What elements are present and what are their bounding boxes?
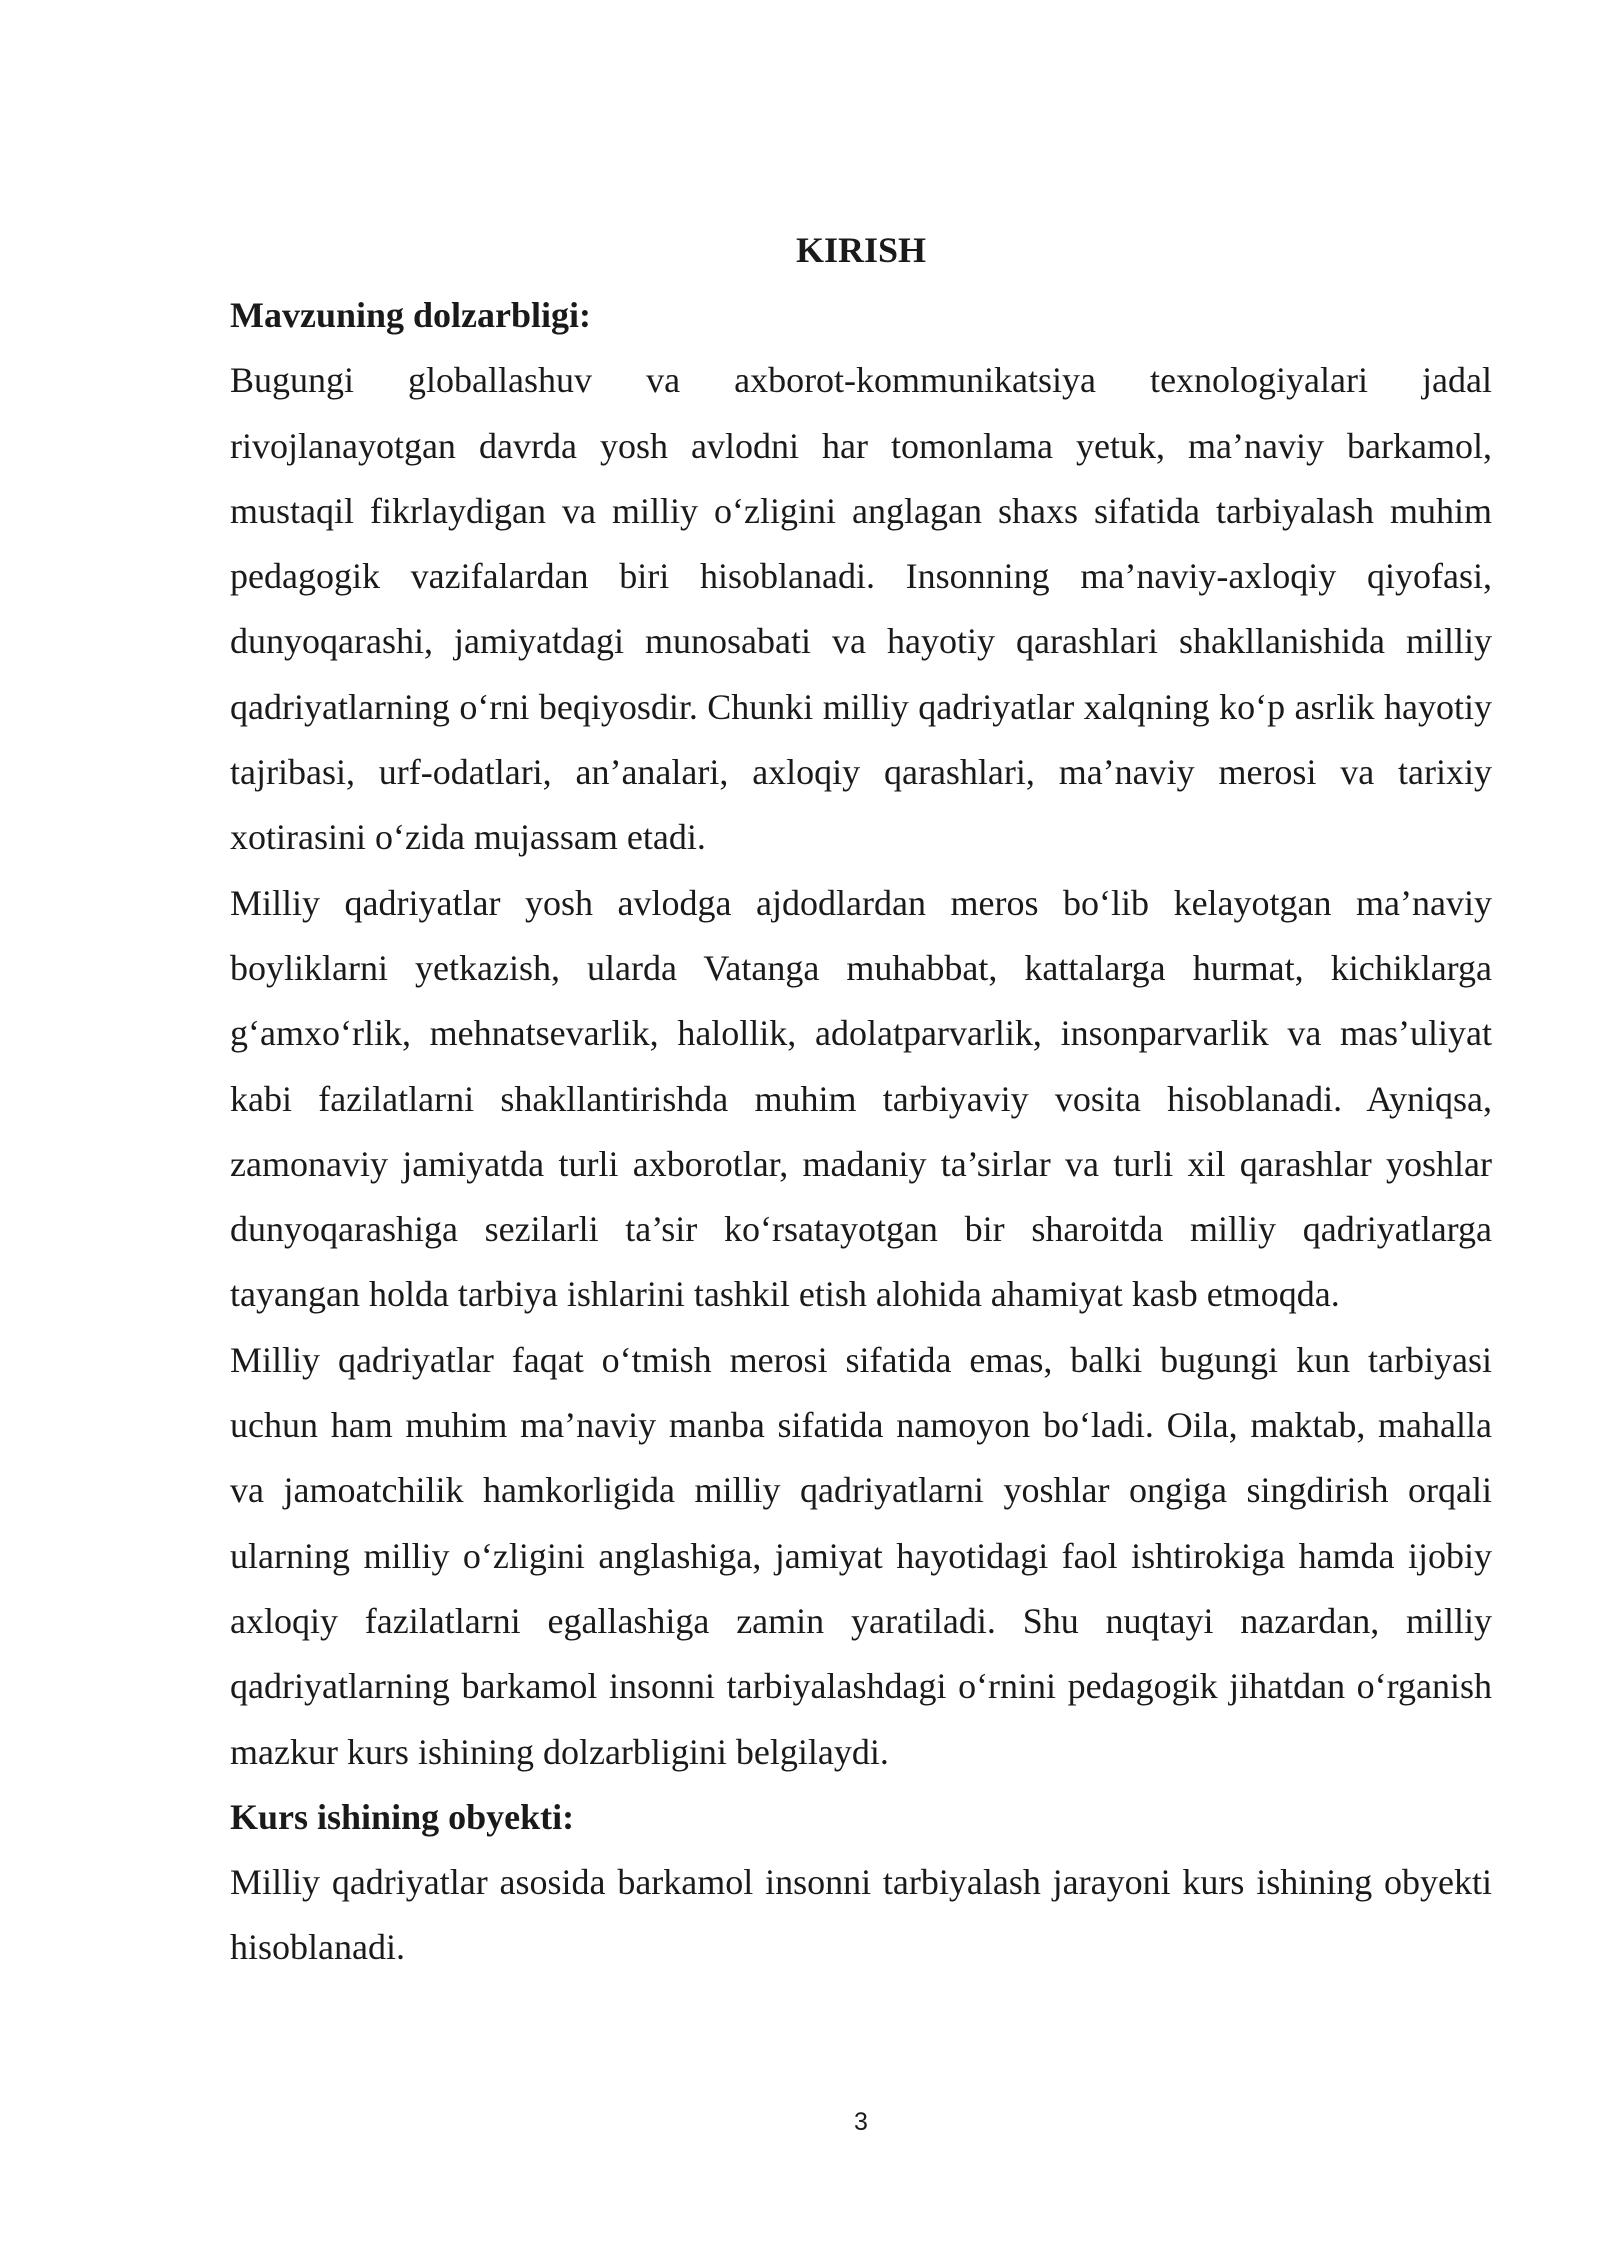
page-title: KIRISH [795,230,927,270]
relevance-paragraph-3: Milliy qadriyatlar faqat o‘tmish merosi sifatida emas, balki bugungi kun tarbiyasi uchun ham muhim ma’naviy manba sifatida namoyon bo‘ladi. Oila, maktab, mahalla va jamoatchilik hamkorligida milliy qadriyatlarni yoshlar ongiga singdirish orqali ularning milliy o‘zligini anglashiga, jamiyat hayotidagi faol ishtirokiga hamda ijobiy axloqiy fazilatlarni egallashiga zamin yaratiladi. Shu nuqtayi nazardan, milliy qadriyatlarning barkamol insonni tarbiyalashdagi o‘rnini pedagogik jihatdan o‘rganish mazkur kurs ishining dolzarbligini belgilaydi. [230,1339,1492,1772]
relevance-paragraph-1: Bugungi globallashuv va axborot-kommunikatsiya texnologiyalari jadal rivojlanayotgan davrda yosh avlodni har tomonlama yetuk, ma’naviy barkamol, mustaqil fikrlaydigan va milliy o‘zligini anglagan shaxs sifatida tarbiyalash muhim pedagogik vazifalardan biri hisoblanadi. Insonning ma’naviy-axloqiy qiyofasi, dunyoqarashi, jamiyatdagi munosabati va hayotiy qarashlari shakllanishida milliy qadriyatlarning o‘rni beqiyosdir. Chunki milliy qadriyatlar xalqning ko‘p asrlik hayotiy tajribasi, urf-odatlari, an’analari, axloqiy qarashlari, ma’naviy merosi va tarixiy xotirasini o‘zida mujassam etadi. [230,360,1492,858]
section-heading-relevance: Mavzuning dolzarbligi: [230,295,592,335]
page-number: 3 [854,2108,868,2136]
object-paragraph-1: Milliy qadriyatlar asosida barkamol insonni tarbiyalash jarayoni kurs ishining obyekti hisoblanadi. [230,1862,1492,1968]
page-content [230,218,1492,1981]
section-heading-object: Kurs ishining obyekti: [230,1796,575,1837]
relevance-paragraph-2: Milliy qadriyatlar yosh avlodga ajdodlardan meros bo‘lib kelayotgan ma’naviy boyliklarni yetkazish, ularda Vatanga muhabbat, kattalarga hurmat, kichiklarga g‘amxo‘rlik, mehnatsevarlik, halollik, adolatparvarlik, insonparvarlik va mas’uliyat kabi fazilatlarni shakllantirishda muhim tarbiyaviy vosita hisoblanadi. Ayniqsa, zamonaviy jamiyatda turli axborotlar, madaniy ta’sirlar va turli xil qarashlar yoshlar dunyoqarashiga sezilarli ta’sir ko‘rsatayotgan bir sharoitda milliy qadriyatlarga tayangan holda tarbiya ishlarini tashkil etish alohida ahamiyat kasb etmoqda. [230,882,1492,1315]
